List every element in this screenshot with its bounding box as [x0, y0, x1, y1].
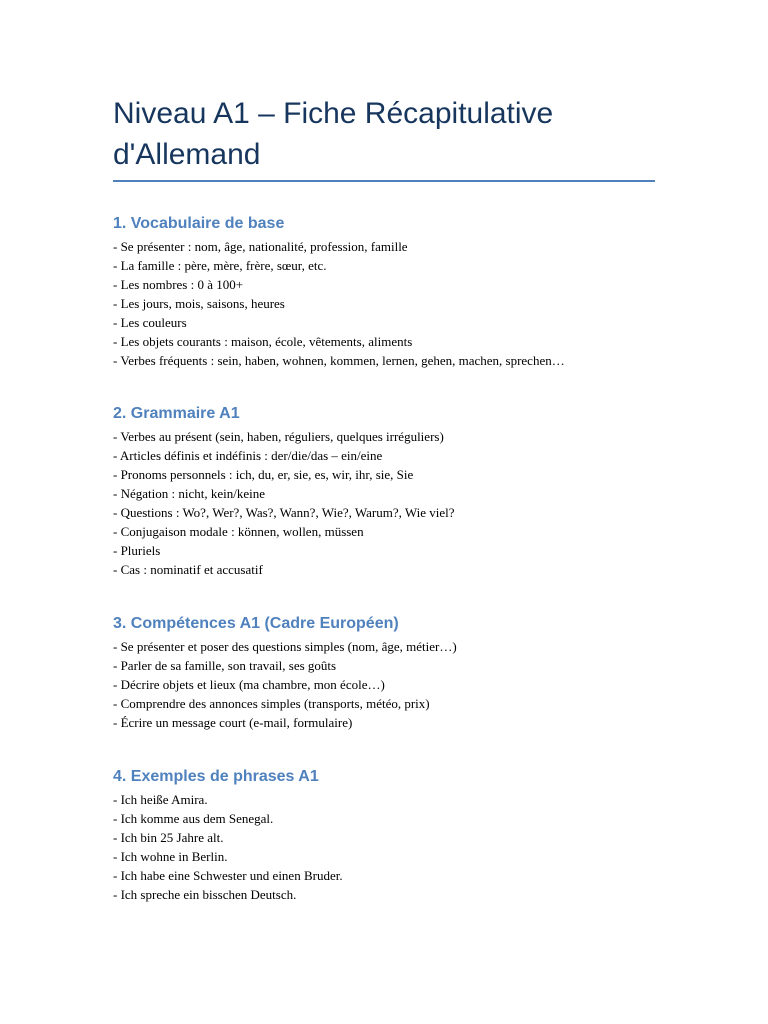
section-exemples [113, 767, 673, 904]
list-item: - Parler de sa famille, son travail, ses goûts [113, 658, 337, 673]
section-heading: 4. Exemples de phrases A1 [113, 768, 319, 785]
list-item: - Se présenter : nom, âge, nationalité, profession, famille [113, 239, 408, 254]
list-item: - Ich komme aus dem Senegal. [113, 811, 274, 826]
list-item: - Les objets courants : maison, école, vêtements, aliments [113, 334, 413, 349]
section-list [113, 637, 673, 732]
list-item: - Verbes fréquents : sein, haben, wohnen, kommen, lernen, gehen, machen, sprechen… [113, 353, 565, 368]
list-item: - Pronoms personnels : ich, du, er, sie, es, wir, ihr, sie, Sie [113, 467, 414, 482]
list-item: - Ich bin 25 Jahre alt. [113, 830, 224, 845]
list-item: - Négation : nicht, kein/keine [113, 486, 265, 501]
section-list [113, 790, 673, 904]
list-item: - Conjugaison modale : können, wollen, müssen [113, 524, 364, 539]
list-item: - Questions : Wo?, Wer?, Was?, Wann?, Wie?, Warum?, Wie viel? [113, 505, 455, 520]
list-item: - Articles définis et indéfinis : der/die/das – ein/eine [113, 448, 383, 463]
section-competences [113, 614, 673, 732]
list-item: - Cas : nominatif et accusatif [113, 562, 263, 577]
list-item: - La famille : père, mère, frère, sœur, etc. [113, 258, 327, 273]
list-item: - Les nombres : 0 à 100+ [113, 277, 244, 292]
list-item: - Comprendre des annonces simples (transports, météo, prix) [113, 696, 430, 711]
list-item: - Décrire objets et lieux (ma chambre, mon école…) [113, 677, 385, 692]
list-item: - Les jours, mois, saisons, heures [113, 296, 285, 311]
section-list [113, 427, 673, 579]
section-heading: 1. Vocabulaire de base [113, 215, 285, 232]
list-item: - Verbes au présent (sein, haben, réguliers, quelques irréguliers) [113, 429, 444, 444]
list-item: - Ich spreche ein bisschen Deutsch. [113, 887, 297, 902]
list-item: - Ich habe eine Schwester und einen Bruder. [113, 868, 343, 883]
list-item: - Écrire un message court (e-mail, formulaire) [113, 715, 353, 730]
list-item: - Ich wohne in Berlin. [113, 849, 228, 864]
section-grammaire [113, 404, 673, 579]
list-item: - Pluriels [113, 543, 161, 558]
section-list [113, 237, 673, 370]
title-divider [113, 180, 655, 182]
section-vocabulaire [113, 214, 673, 370]
document-title: Niveau A1 – Fiche Récapitulative d'Allemand [113, 97, 554, 171]
list-item: - Se présenter et poser des questions simples (nom, âge, métier…) [113, 639, 457, 654]
list-item: - Les couleurs [113, 315, 187, 330]
section-heading: 2. Grammaire A1 [113, 405, 240, 422]
list-item: - Ich heiße Amira. [113, 792, 208, 807]
section-heading: 3. Compétences A1 (Cadre Européen) [113, 615, 399, 632]
